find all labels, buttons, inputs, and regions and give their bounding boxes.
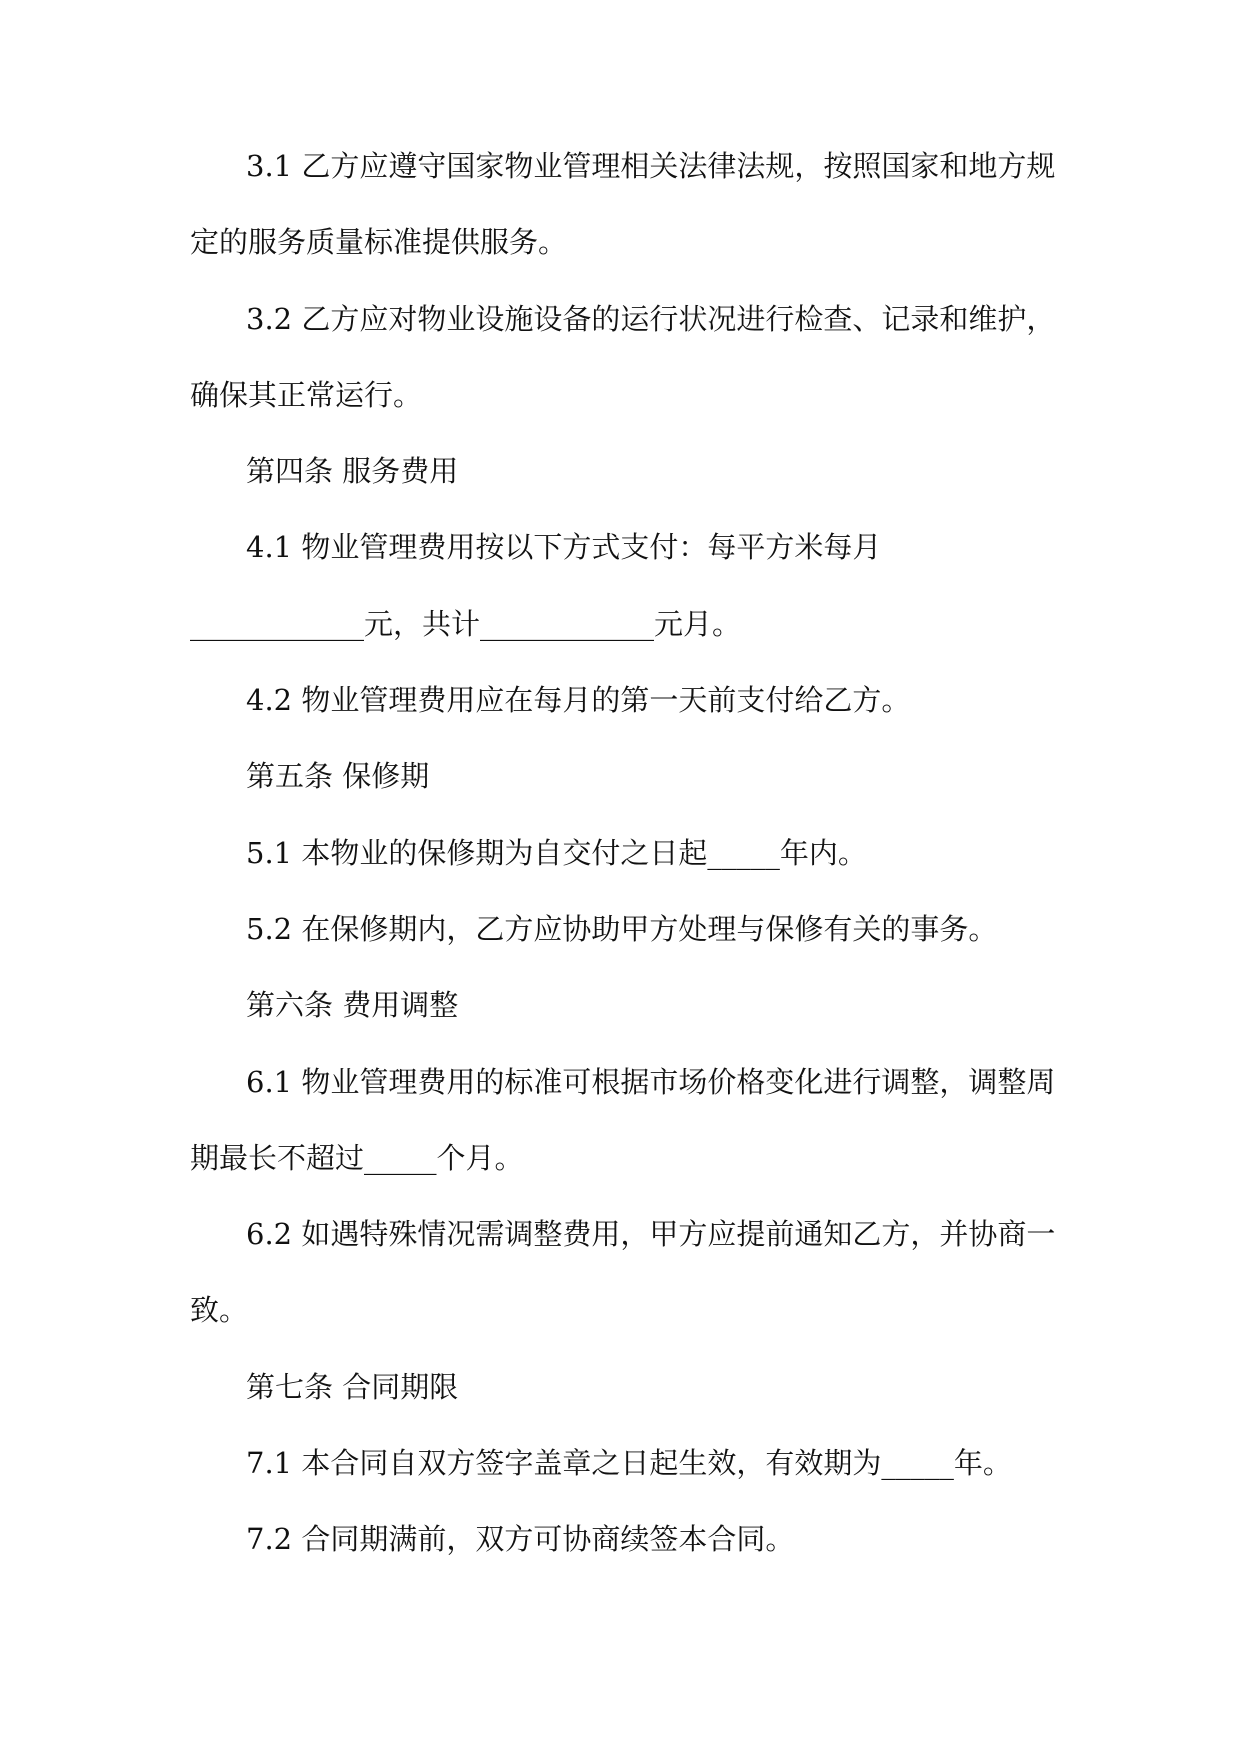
clause-6-2-line-1: 6.2 如遇特殊情况需调整费用，甲方应提前通知乙方，并协商一: [246, 1217, 1056, 1252]
article-6-heading: 第六条 费用调整: [246, 988, 459, 1023]
clause-6-1-line-2: 期最长不超过_____个月。: [190, 1140, 524, 1175]
clause-7-1: 7.1 本合同自双方签字盖章之日起生效，有效期为_____年。: [246, 1446, 1012, 1481]
clause-3-2-line-1: 3.2 乙方应对物业设施设备的运行状况进行检查、记录和维护，: [246, 301, 1056, 336]
article-4-heading: 第四条 服务费用: [246, 454, 459, 489]
document-body: [190, 146, 1060, 1596]
clause-5-1: 5.1 本物业的保修期为自交付之日起_____年内。: [246, 835, 867, 870]
clause-5-2: 5.2 在保修期内，乙方应协助甲方处理与保修有关的事务。: [246, 911, 998, 946]
clause-4-1-line-2: ____________元，共计____________元月。: [190, 606, 742, 641]
clause-7-2: 7.2 合同期满前，双方可协商续签本合同。: [246, 1522, 795, 1557]
clause-3-1-line-2: 定的服务质量标准提供服务。: [190, 225, 568, 260]
clause-6-1-line-1: 6.1 物业管理费用的标准可根据市场价格变化进行调整，调整周: [246, 1064, 1056, 1099]
article-7-heading: 第七条 合同期限: [246, 1369, 459, 1404]
clause-3-1-line-1: 3.1 乙方应遵守国家物业管理相关法律法规，按照国家和地方规: [246, 149, 1056, 183]
clause-4-1-line-1: 4.1 物业管理费用按以下方式支付：每平方米每月: [246, 530, 882, 565]
article-5-heading: 第五条 保修期: [246, 759, 430, 794]
clause-4-2: 4.2 物业管理费用应在每月的第一天前支付给乙方。: [246, 683, 911, 718]
clause-3-2-line-2: 确保其正常运行。: [190, 377, 423, 412]
clause-6-2-line-2: 致。: [190, 1293, 249, 1328]
